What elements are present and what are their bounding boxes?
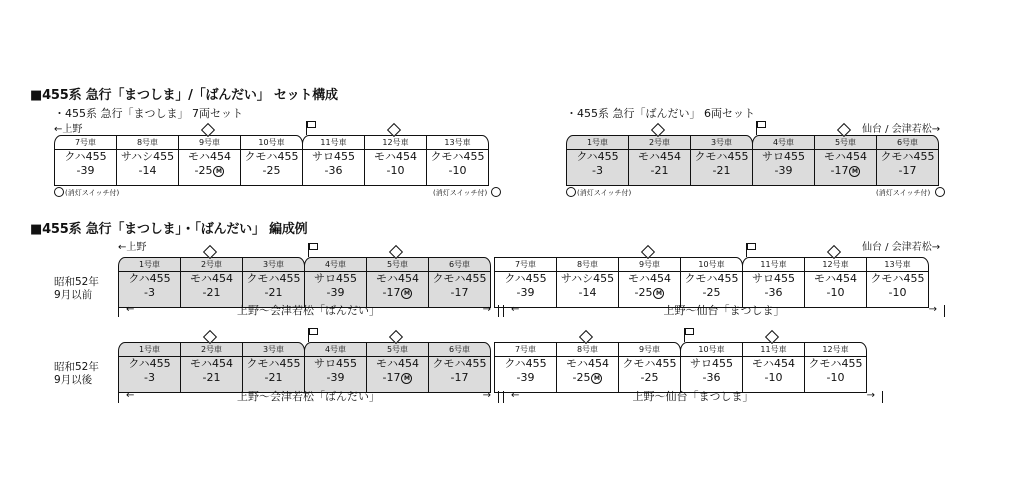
motor-car-icon: M	[653, 288, 664, 299]
car-serial	[691, 164, 752, 177]
arrow-left-icon: ←	[126, 390, 135, 401]
car-type: クモハ455	[880, 150, 935, 163]
after-formation-train	[118, 342, 866, 395]
route-bandai-before-text: 上野〜会津若松「ばんだい」	[237, 304, 380, 317]
after-label	[54, 361, 99, 387]
car-serial-text: -21	[202, 371, 221, 384]
car-serial	[567, 164, 628, 177]
train-car	[680, 342, 743, 393]
car-type: モハ454	[824, 150, 867, 163]
car-number: 4号車	[753, 136, 814, 150]
route-bandai-before	[118, 305, 499, 319]
train-car	[178, 135, 241, 186]
train-car	[304, 257, 367, 308]
flag-icon	[308, 243, 318, 257]
train-car	[304, 342, 367, 393]
car-serial	[427, 164, 488, 177]
car-serial-text: -25	[572, 371, 591, 384]
car-type: クハ455	[504, 357, 547, 370]
car-number: 8号車	[557, 258, 618, 272]
car-serial	[495, 371, 556, 384]
car-serial-text: -25	[702, 286, 721, 299]
car-type: サハシ455	[560, 272, 615, 285]
car-type: モハ454	[752, 357, 795, 370]
train-car	[366, 342, 429, 393]
car-type: モハ454	[628, 272, 671, 285]
car-number: 13号車	[427, 136, 488, 150]
car-serial	[243, 286, 304, 299]
car-type: サロ455	[690, 357, 733, 370]
car-serial-text: -10	[386, 164, 405, 177]
motor-car-icon: M	[401, 373, 412, 384]
car-serial	[179, 164, 240, 177]
car-serial-text: -25	[262, 164, 281, 177]
car-serial-text: -39	[774, 164, 793, 177]
before-label-line1: 昭和52年	[54, 276, 99, 288]
car-type: サロ455	[314, 272, 357, 285]
car-serial-text: -17	[450, 286, 469, 299]
car-type: クモハ455	[870, 272, 925, 285]
car-number: 6号車	[877, 136, 938, 150]
car-number: 3号車	[691, 136, 752, 150]
car-type: クモハ455	[808, 357, 863, 370]
car-serial-text: -10	[826, 371, 845, 384]
arrow-left-icon: ←	[126, 304, 135, 315]
car-type: クモハ455	[430, 150, 485, 163]
car-serial	[743, 371, 804, 384]
car-type: サロ455	[752, 272, 795, 285]
car-serial	[365, 164, 426, 177]
before-label-line2: 9月以前	[54, 289, 93, 301]
car-serial	[303, 164, 364, 177]
train-car	[742, 257, 805, 308]
train-car	[364, 135, 427, 186]
car-type: モハ454	[814, 272, 857, 285]
motor-car-icon: M	[401, 288, 412, 299]
route-bandai-after-text: 上野〜会津若松「ばんだい」	[237, 390, 380, 403]
example-direction-right: 仙台 / 会津若松→	[862, 242, 941, 253]
car-number: 9号車	[619, 343, 680, 357]
train-car	[54, 135, 117, 186]
train-car	[752, 135, 815, 186]
train-car	[556, 342, 619, 393]
car-serial-text: -39	[76, 164, 95, 177]
bandai-set-train	[566, 135, 938, 188]
car-type: モハ454	[376, 272, 419, 285]
flag-icon	[746, 243, 756, 257]
train-car	[742, 342, 805, 393]
headlight-icon	[54, 187, 64, 197]
train-car	[118, 257, 181, 308]
car-serial	[805, 286, 866, 299]
car-serial-text: -25	[194, 164, 213, 177]
headlight-icon	[935, 187, 945, 197]
car-serial-text: -21	[202, 286, 221, 299]
lamp-note-b-right: (消灯スイッチ付)	[876, 189, 931, 197]
train-car	[618, 342, 681, 393]
car-number: 11号車	[743, 258, 804, 272]
car-serial-text: -36	[324, 164, 343, 177]
car-serial	[181, 371, 242, 384]
car-serial	[619, 286, 680, 299]
car-serial	[805, 371, 866, 384]
car-serial-text: -39	[516, 286, 535, 299]
car-serial-text: -39	[516, 371, 535, 384]
car-type: サロ455	[762, 150, 805, 163]
route-matsushima-before-text: 上野〜仙台「まつしま」	[663, 304, 785, 317]
bandai-set-title: ・455系 急行「ばんだい」 6両セット	[566, 107, 755, 120]
train-car	[428, 342, 491, 393]
route-matsushima-after-text: 上野〜仙台「まつしま」	[632, 390, 754, 403]
car-serial-text: -3	[144, 286, 155, 299]
flag-icon	[306, 121, 316, 135]
car-number: 2号車	[181, 343, 242, 357]
car-number: 11号車	[303, 136, 364, 150]
car-serial	[243, 371, 304, 384]
train-car	[116, 135, 179, 186]
headlight-icon	[491, 187, 501, 197]
car-serial-text: -39	[326, 371, 345, 384]
car-serial	[241, 164, 302, 177]
train-car	[566, 135, 629, 186]
train-car	[618, 257, 681, 308]
arrow-left-icon: ←	[511, 390, 520, 401]
example-direction-left: ←上野	[118, 242, 147, 253]
example-section-title: ■455系 急行「まつしま」・「ばんだい」 編成例	[30, 222, 308, 237]
car-type: モハ454	[566, 357, 609, 370]
arrow-right-icon: →	[482, 390, 491, 401]
car-number: 9号車	[619, 258, 680, 272]
car-serial	[367, 286, 428, 299]
car-serial-text: -10	[764, 371, 783, 384]
car-number: 8号車	[557, 343, 618, 357]
car-number: 6号車	[429, 258, 490, 272]
arrow-right-icon: →	[866, 390, 875, 401]
car-serial-text: -21	[264, 371, 283, 384]
route-matsushima-before	[503, 305, 945, 319]
car-serial-text: -14	[138, 164, 157, 177]
car-serial	[495, 286, 556, 299]
car-number: 12号車	[805, 343, 866, 357]
car-serial	[429, 286, 490, 299]
car-serial	[55, 164, 116, 177]
car-serial-text: -10	[826, 286, 845, 299]
car-serial-text: -17	[382, 286, 401, 299]
before-label	[54, 276, 99, 302]
car-number: 2号車	[629, 136, 690, 150]
train-car	[242, 257, 305, 308]
after-label-line2: 9月以後	[54, 374, 93, 386]
car-type: クハ455	[576, 150, 619, 163]
train-car	[180, 257, 243, 308]
car-serial	[753, 164, 814, 177]
arrow-right-icon: →	[482, 304, 491, 315]
car-serial-text: -17	[382, 371, 401, 384]
car-type: モハ454	[374, 150, 417, 163]
car-number: 6号車	[429, 343, 490, 357]
car-type: クモハ455	[246, 357, 301, 370]
car-type: クモハ455	[432, 357, 487, 370]
car-serial	[681, 371, 742, 384]
car-number: 2号車	[181, 258, 242, 272]
car-serial-text: -21	[712, 164, 731, 177]
car-serial-text: -17	[830, 164, 849, 177]
car-number: 7号車	[55, 136, 116, 150]
motor-car-icon: M	[849, 166, 860, 177]
after-label-line1: 昭和52年	[54, 361, 99, 373]
car-number: 10号車	[681, 258, 742, 272]
train-car	[494, 257, 557, 308]
car-serial-text: -25	[634, 286, 653, 299]
headlight-icon	[566, 187, 576, 197]
set-section-title: ■455系 急行「まつしま」/「ばんだい」 セット構成	[30, 88, 338, 103]
train-car	[690, 135, 753, 186]
car-number: 10号車	[241, 136, 302, 150]
car-number: 12号車	[805, 258, 866, 272]
car-number: 1号車	[119, 258, 180, 272]
car-number: 9号車	[179, 136, 240, 150]
car-serial-text: -3	[144, 371, 155, 384]
matsushima-direction: ←上野	[54, 124, 83, 135]
route-matsushima-after	[503, 391, 883, 405]
train-car	[876, 135, 939, 186]
car-serial-text: -36	[702, 371, 721, 384]
train-car	[180, 342, 243, 393]
car-serial	[181, 286, 242, 299]
car-type: クハ455	[504, 272, 547, 285]
bandai-direction: 仙台 / 会津若松→	[862, 124, 941, 135]
car-number: 5号車	[815, 136, 876, 150]
train-car	[428, 257, 491, 308]
train-car	[240, 135, 303, 186]
car-serial	[877, 164, 938, 177]
car-number: 5号車	[367, 343, 428, 357]
car-serial-text: -39	[326, 286, 345, 299]
lamp-note-b-left: (消灯スイッチ付)	[577, 189, 632, 197]
matsushima-set-train	[54, 135, 488, 188]
car-number: 4号車	[305, 343, 366, 357]
car-type: クモハ455	[694, 150, 749, 163]
car-serial	[681, 286, 742, 299]
car-number: 5号車	[367, 258, 428, 272]
car-serial	[743, 286, 804, 299]
route-bandai-after	[118, 391, 499, 405]
train-car	[628, 135, 691, 186]
car-type: クモハ455	[684, 272, 739, 285]
car-number: 1号車	[119, 343, 180, 357]
lamp-note-a-right: (消灯スイッチ付)	[433, 189, 488, 197]
car-serial	[867, 286, 928, 299]
car-serial-text: -14	[578, 286, 597, 299]
car-serial	[629, 164, 690, 177]
car-serial	[557, 371, 618, 384]
car-type: クハ455	[128, 357, 171, 370]
train-car	[118, 342, 181, 393]
car-type: モハ454	[190, 357, 233, 370]
car-type: クハ455	[128, 272, 171, 285]
train-car	[804, 342, 867, 393]
car-serial	[305, 371, 366, 384]
car-type: サロ455	[312, 150, 355, 163]
car-serial-text: -10	[448, 164, 467, 177]
train-car	[814, 135, 877, 186]
motor-car-icon: M	[591, 373, 602, 384]
car-serial	[117, 164, 178, 177]
car-type: クモハ455	[622, 357, 677, 370]
flag-icon	[308, 328, 318, 342]
before-formation-train	[118, 257, 928, 310]
car-serial	[619, 371, 680, 384]
car-serial-text: -25	[640, 371, 659, 384]
arrow-left-icon: ←	[511, 304, 520, 315]
car-number: 8号車	[117, 136, 178, 150]
train-car	[302, 135, 365, 186]
arrow-right-icon: →	[928, 304, 937, 315]
car-serial-text: -17	[450, 371, 469, 384]
motor-car-icon: M	[213, 166, 224, 177]
car-serial	[815, 164, 876, 177]
car-serial-text: -21	[264, 286, 283, 299]
flag-icon	[756, 121, 766, 135]
car-serial	[119, 286, 180, 299]
train-car	[426, 135, 489, 186]
car-number: 12号車	[365, 136, 426, 150]
train-car	[804, 257, 867, 308]
car-type: モハ454	[638, 150, 681, 163]
car-number: 11号車	[743, 343, 804, 357]
car-number: 1号車	[567, 136, 628, 150]
car-serial-text: -17	[898, 164, 917, 177]
flag-icon	[684, 328, 694, 342]
car-serial	[367, 371, 428, 384]
car-number: 7号車	[495, 343, 556, 357]
car-serial-text: -21	[650, 164, 669, 177]
matsushima-set-title: ・455系 急行「まつしま」 7両セット	[54, 107, 243, 120]
car-type: サロ455	[314, 357, 357, 370]
lamp-note-a-left: (消灯スイッチ付)	[65, 189, 120, 197]
car-number: 3号車	[243, 343, 304, 357]
car-number: 10号車	[681, 343, 742, 357]
car-serial	[119, 371, 180, 384]
train-car	[242, 342, 305, 393]
car-serial	[305, 286, 366, 299]
car-type: クモハ455	[432, 272, 487, 285]
car-type: クモハ455	[244, 150, 299, 163]
train-car	[556, 257, 619, 308]
train-car	[366, 257, 429, 308]
car-number: 3号車	[243, 258, 304, 272]
car-number: 4号車	[305, 258, 366, 272]
car-serial-text: -10	[888, 286, 907, 299]
car-type: モハ454	[190, 272, 233, 285]
car-serial	[557, 286, 618, 299]
car-number: 13号車	[867, 258, 928, 272]
train-car	[866, 257, 929, 308]
car-type: モハ454	[376, 357, 419, 370]
train-car	[494, 342, 557, 393]
car-serial-text: -3	[592, 164, 603, 177]
train-car	[680, 257, 743, 308]
car-serial-text: -36	[764, 286, 783, 299]
car-type: クハ455	[64, 150, 107, 163]
car-type: サハシ455	[120, 150, 175, 163]
car-type: クモハ455	[246, 272, 301, 285]
car-number: 7号車	[495, 258, 556, 272]
car-serial	[429, 371, 490, 384]
car-type: モハ454	[188, 150, 231, 163]
